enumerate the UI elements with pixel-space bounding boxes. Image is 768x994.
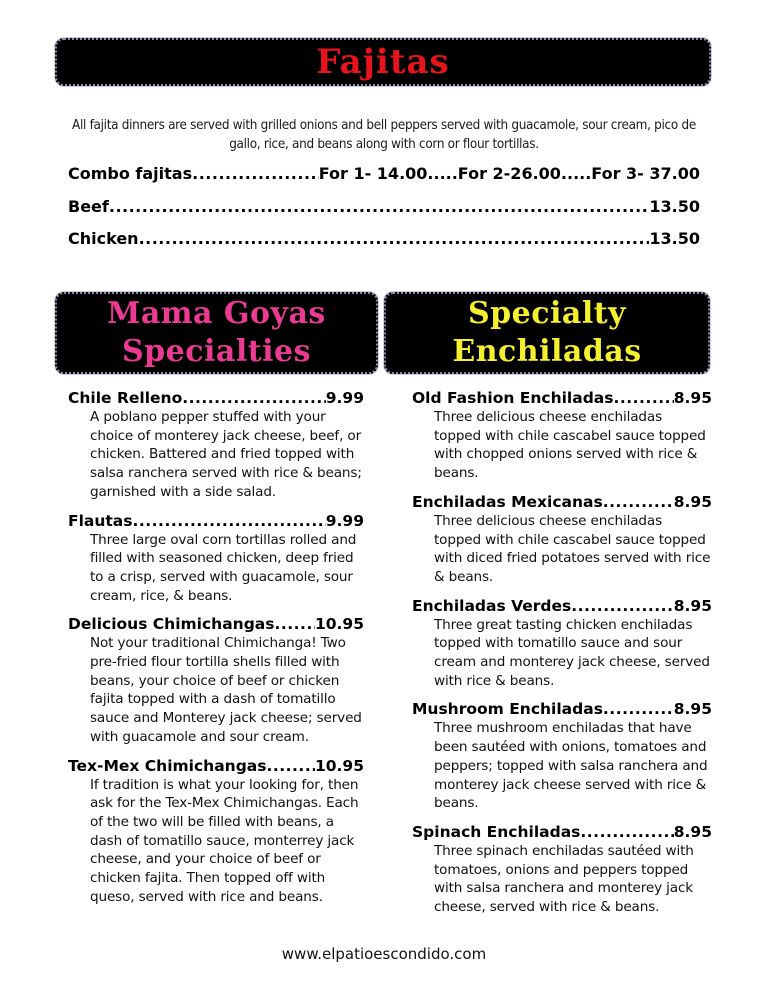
item-description: Three spinach enchiladas sautéed with tomatoes, onions and peppers topped with salsa ranchera and monterey jack cheese, served with rice & beans. [434, 842, 694, 916]
menu-item-enchiladas-mexicanas [412, 492, 712, 587]
enchiladas-list [412, 388, 712, 926]
item-description: If tradition is what your looking for, then ask for the Tex-Mex Chimichangas. Each of the two will be filled with beans, a dash of tomatillo sauce, monterrey jack cheese, and your choice of beef or chicken fajita. Then topped off with queso, served with rice and beans. [90, 776, 359, 905]
mama-goyas-title-line2: Specialties [122, 334, 311, 369]
fajitas-intro: All fajita dinners are served with grilled onions and bell peppers served with guacamole, sour cream, pico de gallo, rice, and beans along with corn or flour tortillas. [72, 118, 696, 152]
item-price: For 1- 14.00.....For 2-26.00.....For 3- 37.00 [318, 164, 700, 183]
dot-leader [182, 388, 326, 408]
fajitas-banner [55, 38, 711, 86]
item-description: Not your traditional Chimichanga! Two pre-fried flour tortilla shells filled with beans, your choice of beef or chicken fajita topped with a dash of tomatillo sauce and Monterey jack cheese; served with guacamole and sour cream. [90, 635, 362, 745]
mama-goyas-list [68, 388, 364, 915]
menu-item-spinach-enchiladas [412, 822, 712, 917]
item-price: 13.50 [649, 229, 700, 248]
dot-leader [603, 699, 674, 719]
dot-leader [614, 388, 674, 408]
mama-goyas-title-line1: Mama Goyas [107, 296, 326, 331]
item-description: Three great tasting chicken enchiladas topped with tomatillo sauce and sour cream and monterey jack cheese, served with rice & beans. [434, 616, 710, 689]
menu-item-chile-relleno [68, 388, 364, 502]
item-name: Chile Relleno [68, 389, 183, 407]
item-name: Flautas [68, 511, 133, 530]
dot-leader [109, 197, 650, 216]
dot-leader [139, 229, 650, 248]
item-name: Enchiladas Verdes [412, 596, 572, 615]
fajita-item-chicken [68, 229, 700, 248]
item-name: Mushroom Enchiladas [412, 700, 603, 719]
item-description: Three delicious cheese enchiladas topped with chile cascabel sauce topped with diced fried potatoes served with rice & beans. [434, 512, 711, 585]
item-price: 8.95 [673, 596, 712, 615]
enchiladas-title-line1: Specialty [467, 296, 626, 331]
enchiladas-banner [384, 292, 710, 374]
item-name: Enchiladas Mexicanas [412, 492, 603, 511]
item-price: 8.95 [673, 492, 712, 511]
item-description: Three mushroom enchiladas that have been sautéed with onions, tomatoes and peppers; topped with salsa ranchera and monterey jack cheese served with rice & beans. [434, 720, 708, 812]
item-name: Combo fajitas [68, 164, 193, 183]
dot-leader [603, 492, 674, 512]
item-name: Old Fashion Enchiladas [412, 389, 614, 407]
enchiladas-title-line2: Enchiladas [452, 334, 642, 369]
menu-item-enchiladas-verdes [412, 596, 712, 691]
item-price: 10.95 [314, 756, 364, 775]
item-description: Three large oval corn tortillas rolled and filled with seasoned chicken, deep fried to a crisp, served with guacamole, sour cream, rice, & beans. [90, 531, 357, 604]
item-price: 9.99 [325, 389, 364, 407]
item-name: Delicious Chimichangas [68, 615, 275, 634]
item-name: Spinach Enchiladas [412, 822, 581, 841]
dot-leader [580, 822, 673, 842]
item-name: Chicken [68, 229, 139, 248]
website-link[interactable]: www.elpatioescondido.com [281, 945, 487, 963]
dot-leader [571, 596, 674, 616]
menu-item-flautas [68, 511, 364, 606]
dot-leader [133, 511, 326, 531]
item-price: 8.95 [673, 389, 712, 407]
dot-leader [192, 164, 319, 183]
item-description: A poblano pepper stuffed with your choice of monterey jack cheese, beef, or chicken. Battered and fried topped with salsa ranchera served with rice & beans; garnished with a side salad. [90, 409, 362, 500]
fajita-item-combo [68, 164, 700, 183]
dot-leader [266, 756, 314, 776]
item-description: Three delicious cheese enchiladas topped with chile cascabel sauce topped with chopped onions served with rice & beans. [434, 409, 706, 482]
dot-leader [275, 614, 315, 634]
item-price: 8.95 [673, 822, 712, 841]
item-price: 13.50 [649, 197, 700, 216]
menu-item-tex-mex-chimichangas [68, 756, 364, 907]
fajitas-title: Fajitas [316, 42, 450, 82]
item-price: 10.95 [314, 615, 364, 634]
menu-item-mushroom-enchiladas [412, 699, 712, 813]
item-name: Beef [68, 197, 109, 216]
fajita-item-beef [68, 197, 700, 216]
menu-item-old-fashion-enchiladas [412, 388, 712, 483]
item-name: Tex-Mex Chimichangas [68, 756, 267, 775]
menu-item-delicious-chimichangas [68, 614, 364, 746]
item-price: 8.95 [673, 700, 712, 719]
item-price: 9.99 [325, 511, 364, 530]
mama-goyas-banner [55, 292, 378, 374]
